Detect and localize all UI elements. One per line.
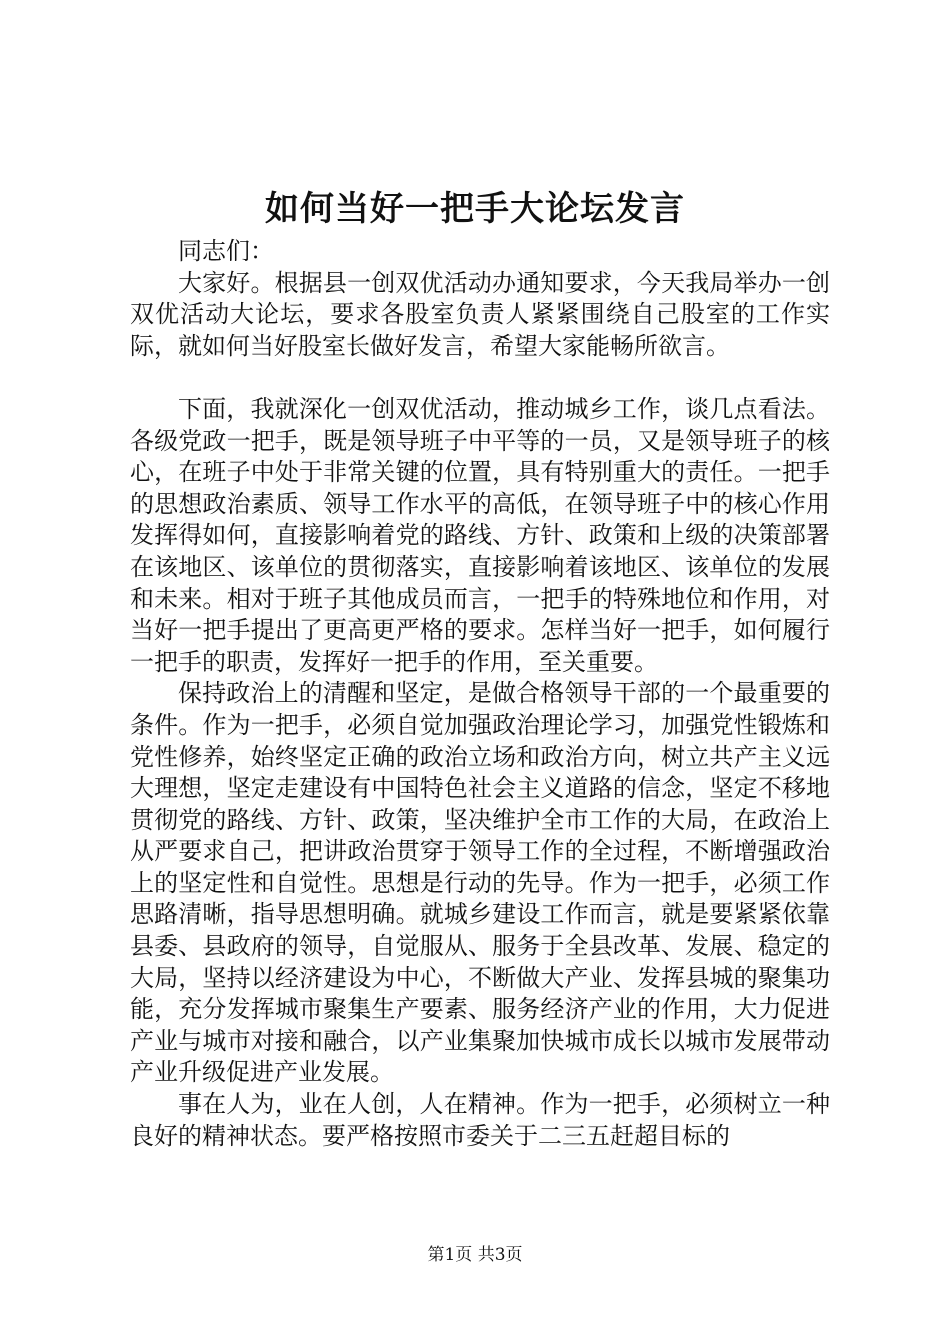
paragraph-2: 下面，我就深化一创双优活动，推动城乡工作，谈几点看法。各级党政一把手，既是领导班子中平等的一员，又是领导班子的核心，在班子中处于非常关键的位置，具有特别重大的责任。一把手的思想政治素质、领导工作水平的高低，在领导班子中的核心作用发挥得如何，直接影响着党的路线、方针、政策和上级的决策部署在该地区、该单位的贯彻落实，直接影响着该地区、该单位的发展和未来。相对于班子其他成员而言，一把手的特殊地位和作用，对当好一把手提出了更高更严格的要求。怎样当好一把手，如何履行一把手的职责，发挥好一把手的作用，至关重要。 <box>130 394 830 676</box>
salutation: 同志们： <box>178 237 274 265</box>
paragraph-4: 事在人为，业在人创，人在精神。作为一把手，必须树立一种良好的精神状态。要严格按照市委关于二三五赶超目标的 <box>130 1090 830 1150</box>
page-footer: 第1页 共3页 <box>427 1245 523 1265</box>
paragraph-1: 大家好。根据县一创双优活动办通知要求，今天我局举办一创双优活动大论坛，要求各股室负责人紧紧围绕自己股室的工作实际，就如何当好股室长做好发言，希望大家能畅所欲言。 <box>130 268 830 360</box>
document-title: 如何当好一把手大论坛发言 <box>265 189 685 229</box>
document-body <box>130 236 830 1152</box>
paragraph-3: 保持政治上的清醒和坚定，是做合格领导干部的一个最重要的条件。作为一把手，必须自觉加强政治理论学习，加强党性锻炼和党性修养，始终坚定正确的政治立场和政治方向，树立共产主义远大理想，坚定走建设有中国特色社会主义道路的信念，坚定不移地贯彻党的路线、方针、政策，坚决维护全市工作的大局，在政治上从严要求自己，把讲政治贯穿于领导工作的全过程，不断增强政治上的坚定性和自觉性。思想是行动的先导。作为一把手，必须工作思路清晰，指导思想明确。就城乡建设工作而言，就是要紧紧依靠县委、县政府的领导，自觉服从、服务于全县改革、发展、稳定的大局，坚持以经济建设为中心，不断做大产业、发挥县城的聚集功能，充分发挥城市聚集生产要素、服务经济产业的作用，大力促进产业与城市对接和融合，以产业集聚加快城市成长以城市发展带动产业升级促进产业发展。 <box>130 679 830 1087</box>
